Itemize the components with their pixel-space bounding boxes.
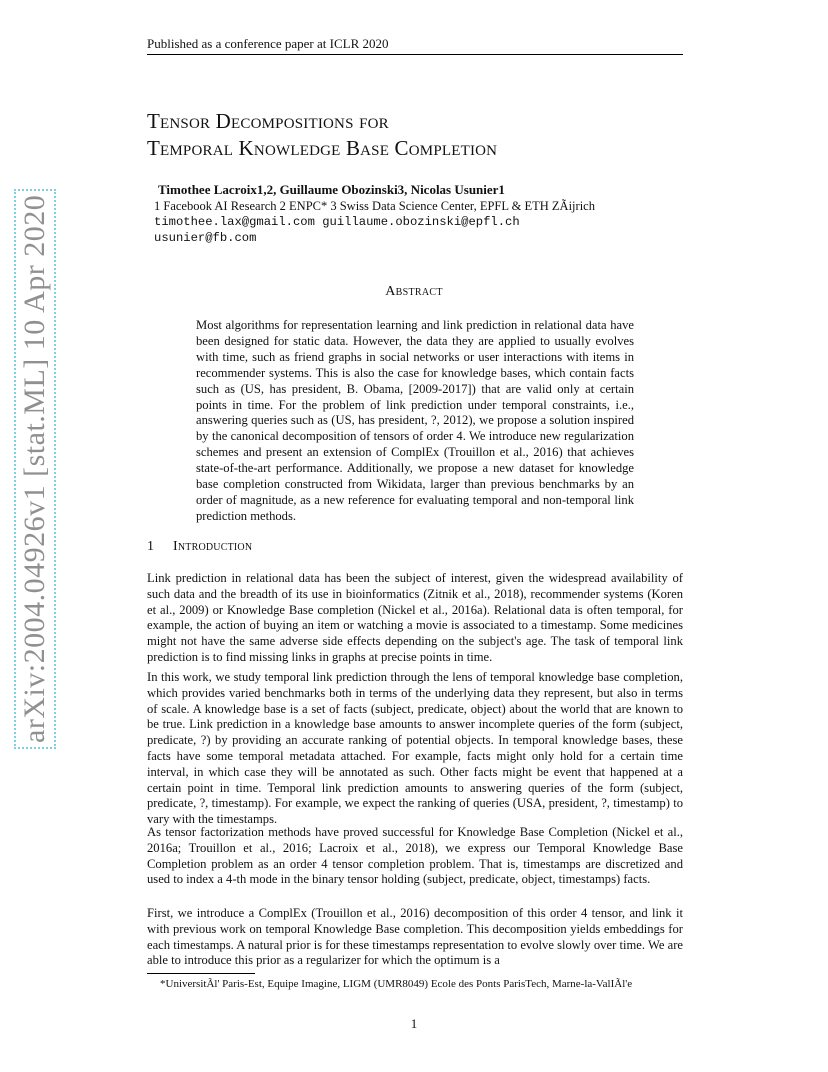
arxiv-stamp[interactable]: arXiv:2004.04926v1 [stat.ML] 10 Apr 2020	[18, 194, 51, 743]
section-number: 1	[147, 539, 154, 554]
section-title: Introduction	[173, 539, 253, 554]
abstract-heading: Abstract	[385, 284, 443, 299]
title-line-2: Temporal Knowledge Base Completion	[147, 136, 498, 160]
paragraph-2: In this work, we study temporal link prediction through the lens of temporal knowledge base completion, which provides varied benchmarks both in terms of the underlying data they represent, but also in terms of scale. A knowledge base is a set of facts (subject, predicate, object) about the world that are known to be true. Link prediction in a knowledge base amounts to answer incomplete queries of the form (subject, predicate, ?) by providing an accurate ranking of potential objects. In temporal knowledge bases, these facts have some temporal metadata attached. For example, facts might only hold for a certain time interval, in which case they will be annotated as such. Other facts might be event that happened at a certain point in time. Temporal link prediction amounts to answering queries of the form (subject, predicate, ?, timestamp). For example, we expect the ranking of queries (USA, president, ?, timestamp) to vary with the timestamps.	[147, 670, 683, 827]
author-list: Timothee Lacroix1,2, Guillaume Obozinski3, Nicolas Usunier1	[158, 182, 505, 197]
paragraph-4: First, we introduce a ComplEx (Trouillon et al., 2016) decomposition of this order 4 tensor, and link it with previous work on temporal Knowledge Base completion. This decomposition yields embeddings for each timestamps. A natural prior is for these timestamps representation to evolve slowly over time. We are able to introduce this prior as a regularizer for which the optimum is a	[147, 906, 683, 968]
footnote: *UniversitÃl' Paris-Est, Equipe Imagine, LIGM (UMR8049) Ecole des Ponts ParisTech, Marne-la-ValIÃl'e	[160, 978, 633, 990]
footnote-rule	[147, 973, 255, 974]
emails-line-1: timothee.lax@gmail.com guillaume.obozinski@epfl.ch	[154, 215, 520, 229]
emails-line-2: usunier@fb.com	[154, 231, 257, 245]
paragraph-3: As tensor factorization methods have proved successful for Knowledge Base Completion (Nickel et al., 2016a; Trouillon et al., 2016; Lacroix et al., 2018), we express our Temporal Knowledge Base Completion problem as an order 4 tensor completion problem. That is, timestamps are discretized and used to index a 4-th mode in the binary tensor holding (subject, predicate, object, timestamps) facts.	[147, 825, 683, 887]
abstract-text: Most algorithms for representation learning and link prediction in relational data have been designed for static data. However, the data they are applied to usually evolves with time, such as friend graphs in social networks or user interactions with items in recommender systems. This is also the case for knowledge bases, which contain facts such as (US, has president, B. Obama, [2009-2017]) that are valid only at certain points in time. For the problem of link prediction under temporal constraints, i.e., answering queries such as (US, has president, ?, 2012), we propose a solution inspired by the canonical decomposition of tensors of order 4. We introduce new regularization schemes and present an extension of ComplEx (Trouillon et al., 2016) that achieves state-of-the-art performance. Additionally, we propose a new dataset for knowledge base completion constructed from Wikidata, larger than previous benchmarks by an order of magnitude, as a new reference for evaluating temporal and non-temporal link prediction methods.	[196, 318, 634, 523]
paper-title	[147, 108, 707, 162]
title-line-1: Tensor Decompositions for	[147, 109, 389, 133]
running-header: Published as a conference paper at ICLR 2020	[147, 36, 389, 51]
affiliations: 1 Facebook AI Research 2 ENPC* 3 Swiss Data Science Center, EPFL & ETH ZÃijrich	[154, 199, 595, 213]
header-rule	[147, 54, 683, 55]
paragraph-1: Link prediction in relational data has been the subject of interest, given the widespread availability of such data and the breadth of its use in bioinformatics (Zitnik et al., 2018), recommender systems (Koren et al., 2009) or Knowledge Base completion (Nickel et al., 2016a). Relational data is often temporal, for example, the action of buying an item or watching a movie is associated to a timestamp. Some medicines might not have the same adverse side effects depending on the subject's age. The task of temporal link prediction is to find missing links in graphs at precise points in time.	[147, 571, 683, 664]
section-heading-introduction	[147, 539, 252, 555]
page-number: 1	[410, 1016, 418, 1031]
